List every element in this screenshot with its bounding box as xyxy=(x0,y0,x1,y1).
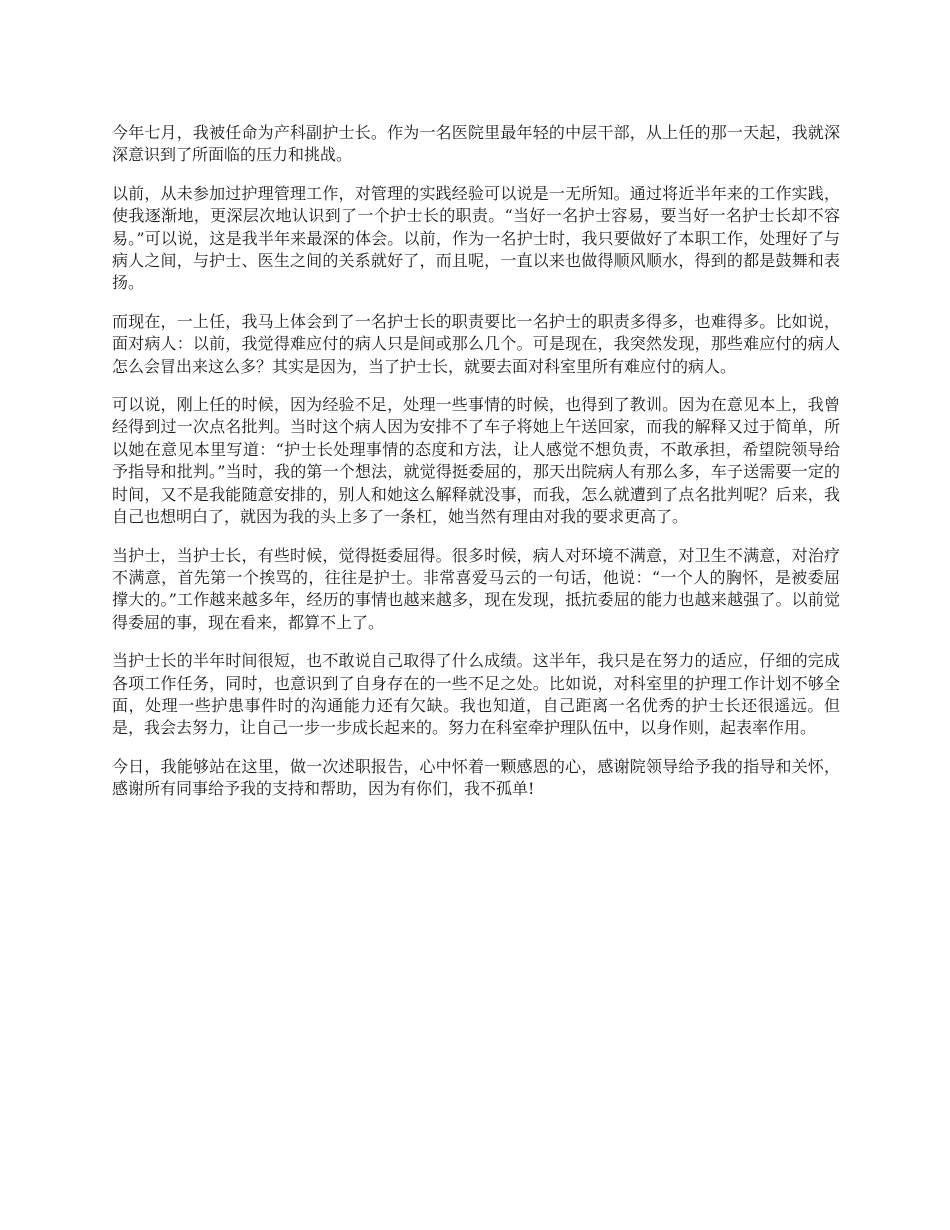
paragraph-1: 今年七月，我被任命为产科副护士长。作为一名医院里最年轻的中层干部，从上任的那一天起，我就深深意识到了所面临的压力和挑战。 xyxy=(112,123,840,165)
paragraph-4: 可以说，刚上任的时候，因为经验不足，处理一些事情的时候，也得到了教训。因为在意见本上，我曾经得到过一次点名批判。当时这个病人因为安排不了车子将她上午送回家，而我的解释又过于简单，所以她在意见本里写道：“护士长处理事情的态度和方法，让人感觉不想负责，不敢承担，希望院领导给予指导和批判。”当时，我的第一个想法，就觉得挺委屈的，那天出院病人有那么多，车子送需要一定的时间，又不是我能随意安排的，别人和她这么解释就没事，而我，怎么就遭到了点名批判呢？后来，我自己也想明白了，就因为我的头上多了一条杠，她当然有理由对我的要求更高了。 xyxy=(112,395,840,527)
paragraph-2: 以前，从未参加过护理管理工作，对管理的实践经验可以说是一无所知。通过将近半年来的工作实践，使我逐渐地，更深层次地认识到了一个护士长的职责。“当好一名护士容易，要当好一名护士长却不容易。”可以说，这是我半年来最深的体会。以前，作为一名护士时，我只要做好了本职工作，处理好了与病人之间，与护士、医生之间的关系就好了，而且呢，一直以来也做得顺风顺水，得到的都是鼓舞和表扬。 xyxy=(112,183,840,293)
document-body xyxy=(112,122,840,817)
paragraph-6: 当护士长的半年时间很短，也不敢说自己取得了什么成绩。这半年，我只是在努力的适应，仔细的完成各项工作任务，同时，也意识到了自身存在的一些不足之处。比如说，对科室里的护理工作计划不够全面，处理一些护患事件时的沟通能力还有欠缺。我也知道，自己距离一名优秀的护士长还很遥远。但是，我会去努力，让自己一步一步成长起来的。努力在科室牵护理队伍中，以身作则，起表率作用。 xyxy=(112,651,840,738)
paragraph-3: 而现在，一上任，我马上体会到了一名护士长的职责要比一名护士的职责多得多，也难得多。比如说，面对病人：以前，我觉得难应付的病人只是间或那么几个。可是现在，我突然发现，那些难应付的病人怎么会冒出来这么多？其实是因为，当了护士长，就要去面对科室里所有难应付的病人。 xyxy=(112,311,840,376)
paragraph-7: 今日，我能够站在这里，做一次述职报告，心中怀着一颗感恩的心，感谢院领导给予我的指导和关怀，感谢所有同事给予我的支持和帮助，因为有你们，我不孤单! xyxy=(112,756,840,799)
paragraph-5: 当护士，当护士长，有些时候，觉得挺委屈得。很多时候，病人对环境不满意，对卫生不满意，对治疗不满意，首先第一个挨骂的，往往是护士。非常喜爱马云的一句话，他说：“一个人的胸怀，是被委屈撑大的。”工作越来越多年，经历的事情也越来越多，现在发现，抵抗委屈的能力也越来越强了。以前觉得委屈的事，现在看来，都算不上了。 xyxy=(112,545,840,632)
